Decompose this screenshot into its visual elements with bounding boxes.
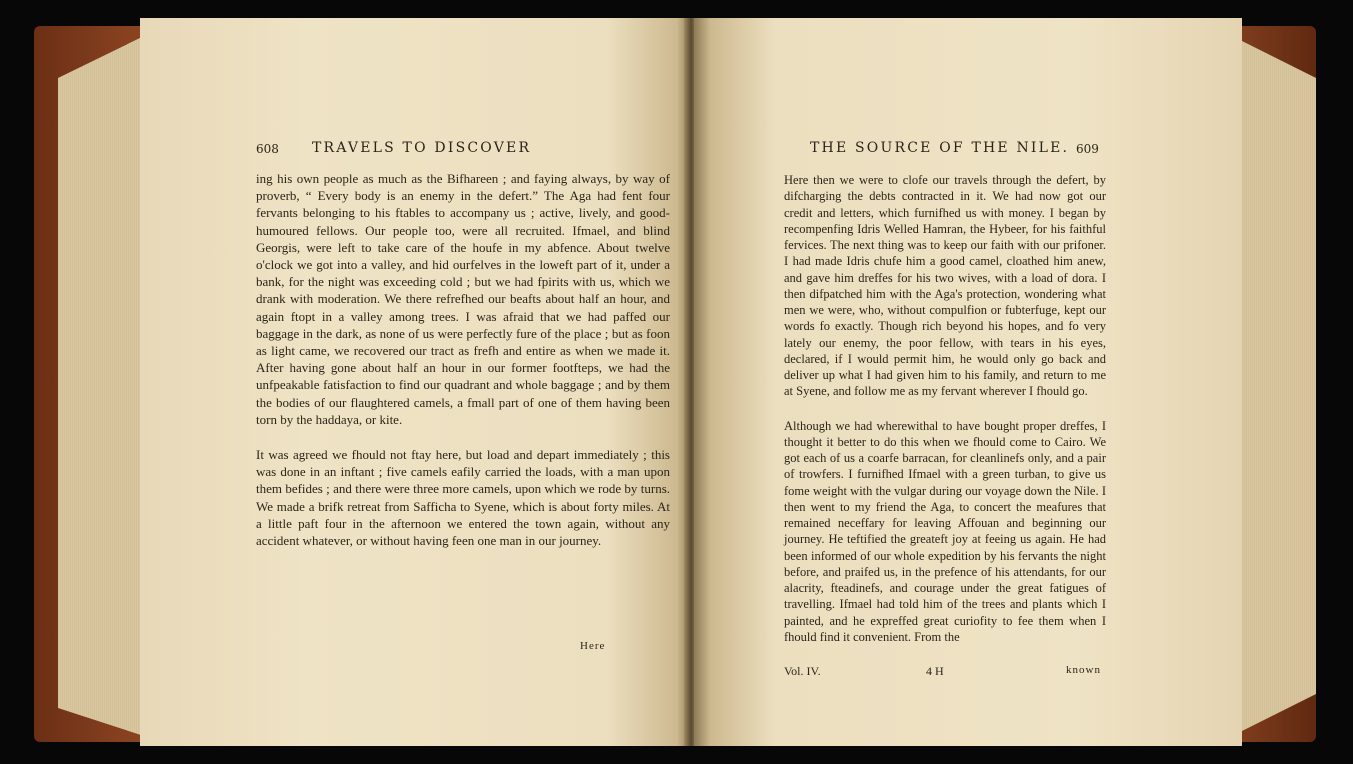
paragraph: Although we had wherewithal to have bought proper dreffes, I thought it better to do this when we fhould come to Cairo. We got each of us a coarfe barracan, for cleanlinefs only, and a pair of trowfers. I furnifhed Ifmael with a green turban, to give us fome weight with the vulgar during our voyage down the Nile. I then went to my friend the Aga, to concert the meafures that remained neceffary for leaving Affouan and beginning our journey. He teftified the greateft joy at feeing us again. He had been informed of our whole expedition by his fervants the night before, and praifed us, in the prefence of his attendants, for our alacrity, fteadinefs, and courage under the great fatigues of travelling. Ifmael had told him of the trees and plants which I painted, and he expreffed great curiofity to fee them when I fhould find it convenient. From the — [784, 418, 1106, 644]
left-page — [140, 18, 688, 746]
page-number: 608 — [256, 142, 279, 156]
body-text — [784, 172, 1106, 645]
right-page — [694, 18, 1242, 746]
page-edges-left — [58, 36, 144, 736]
running-head: THE SOURCE OF THE NILE. — [810, 140, 1070, 156]
volume-mark: Vol. IV. — [784, 664, 821, 678]
catchword: known — [1066, 664, 1101, 676]
paragraph: ing his own people as much as the Bifhareen ; and faying always, by way of proverb, “ Every body is an enemy in the defert.” The Aga had fent four fervants belonging to his ftables to accompany us ; active, lively, and good-humoured fellows. Our people too, were all recruited. Ifmael, and blind Georgis, were left to take care of the houfe in my abfence. About twelve o'clock we got into a valley, and hid ourfelves in the loweft part of it, under a bank, for the night was exceeding cold ; but we had fpirits with us, which we drank with moderation. We there refrefhed our beafts about half an hour, and again ftopt in a valley among trees. I was afraid that we had paffed our baggage in the dark, as none of us were perfectly fure of the place ; but as foon as light came, we recovered our tract as frefh and entire as when we made it. After having gone about half an hour in our former footfteps, we had the unfpeakable fatisfaction to find our quadrant and whole baggage ; and by them the bodies of our flaughtered camels, a fmall part of one of them having been torn by the haddaya, or kite. — [256, 171, 670, 427]
catchword: Here — [580, 640, 606, 652]
body-text — [256, 170, 670, 549]
running-head: TRAVELS TO DISCOVER — [312, 140, 532, 156]
page-edges-right — [1232, 36, 1316, 736]
signature-mark: 4 H — [926, 664, 944, 678]
paragraph: It was agreed we fhould not ftay here, but load and depart immediately ; this was done in an inftant ; five camels eafily carried the loads, with a man upon them befides ; and there were three more camels, upon which we rode by turns. We made a brifk retreat from Safficha to Syene, which is about forty miles. At a little paft four in the afternoon we entered the town again, without any accident whatever, or without having feen one man in our journey. — [256, 447, 670, 549]
paragraph: Here then we were to clofe our travels through the defert, by difcharging the debts contracted in it. We had now got our credit and letters, which furnifhed us with money. I began by recompenfing Idris Welled Hamran, the Hybeer, for his faithful fervices. The next thing was to keep our faith with our prifoner. I had made Idris chufe him a good camel, cloathed him anew, and gave him dreffes for his two wives, with a load of dora. I then difpatched him with the Aga's protection, wondering what men we were, who, without compulfion or fubterfuge, kept our words fo exactly. Though rich beyond his hopes, and fo very lately our enemy, the poor fellow, with tears in his eyes, declared, if I would permit him, he would only go back and deliver up what I had given him to his family, and return to me at Syene, and follow me as my fervant wherever I fhould go. — [784, 173, 1106, 399]
page-number: 609 — [1076, 142, 1099, 156]
